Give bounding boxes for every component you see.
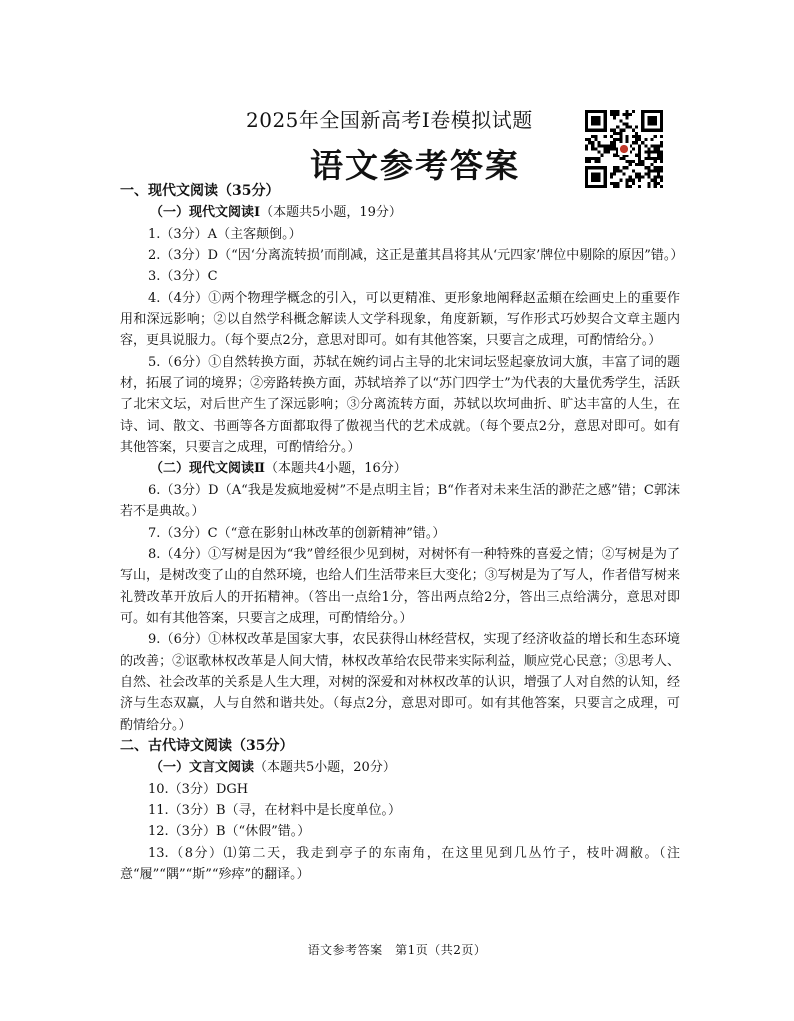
answer-item: 11.（3分）B（寻，在材料中是长度单位。） [148, 802, 401, 818]
answer-item: 2.（3分）D（“因‘分离流转损’而削减，这正是董其昌将其从‘元四家’牌位中剔除的原因”错。） [148, 248, 684, 264]
qr-logo-mark [620, 145, 628, 153]
subsection-note: （本题共5小题，20分） [254, 760, 396, 776]
answer-item: 13.（8分）⑴第二天，我走到亭子的东南角，在这里见到几丛竹子，枝叶凋敝。（注意“履”“隅”“斯”“殄瘁”的翻译。） [120, 845, 680, 882]
answer-item: 10.（3分）DGH [148, 781, 249, 797]
subsection-heading [120, 202, 680, 223]
answer-item: 7.（3分）C（“意在影射山林改革的创新精神”错。） [148, 525, 446, 541]
subsection-note: （本题共5小题，19分） [260, 205, 402, 221]
answer-item: 6.（3分）D（A“我是发疯地爱树”不是点明主旨；B“作者对未来生活的渺茫之感”错；C郭沫若不是典故。） [120, 482, 680, 520]
answer-content [120, 181, 684, 885]
subsection-name: （一）文言文阅读 [150, 760, 255, 776]
qr-code-icon [585, 110, 663, 188]
subsection-heading [120, 757, 680, 778]
answer-item: 1.（3分）A（主客颠倒。） [148, 226, 302, 242]
answer-item: 8.（4分）①写树是因为“我”曾经很少见到树，对树怀有一种特殊的喜爱之情；②写树是为了写山，是树改变了山的自然环境，也给人们生活带来巨大变化；③写树是为了写人，作者借写树来礼赞改革开放后人的开拓精神。（答出一点给1分，答出两点给2分，答出三点给满分，意思对即可。如有其他答案，只要言之成理，可酌情给分。） [120, 546, 680, 626]
answer-item: 5.（6分）①自然转换方面，苏轼在婉约词占主导的北宋词坛竖起豪放词大旗，丰富了词的题材，拓展了词的境界；②旁路转换方面，苏轼培养了以“苏门四学士”为代表的大量优秀学生，活跃了北宋文坛，对后世产生了深远影响；③分离流转方面，苏轼以坎坷曲折、旷达丰富的人生，在诗、词、散文、书画等各方面都取得了傲视当代的艺术成就。（每个要点2分，意思对即可。如有其他答案，只要言之成理，可酌情给分。） [120, 354, 680, 456]
subsection-note: （本题共4小题，16分） [264, 461, 407, 477]
page-footer: 语文参考答案 第1页（共2页） [307, 943, 487, 957]
answer-item: 3.（3分）C [148, 269, 218, 285]
answer-item: 4.（4分）①两个物理学概念的引入，可以更精准、更形象地阐释赵孟頫在绘画史上的重要作用和深远影响；②以自然学科概念解读人文学科现象，角度新颖，写作形式巧妙契合文章主题内容，更具说服力。（每个要点2分，意思对即可。如有其他答案，只要言之成理，可酌情给分。） [120, 290, 680, 349]
section-heading: 二、古代诗文阅读（35分） [120, 737, 294, 754]
subsection-name: （二）现代文阅读Ⅱ [150, 461, 265, 477]
section-heading: 一、现代文阅读（35分） [120, 183, 280, 199]
answer-item: 12.（3分）B（“休假”错。） [148, 824, 311, 840]
answer-item: 9.（6分）①林权改革是国家大事，农民获得山林经营权，实现了经济收益的增长和生态环境的改善；②讴歌林权改革是人间大情，林权改革给农民带来实际利益，顺应党心民意；③思考人、自然、社会改革的关系是人生大理，对树的深爱和对林权改革的认识，增强了人对自然的认知，经济与生态双赢，人与自然和谐共处。（每点2分，意思对即可。如有其他答案，只要言之成理，可酌情给分。） [120, 632, 680, 733]
answer-title: 语文参考答案 [310, 146, 520, 185]
subsection-heading [120, 458, 680, 479]
exam-title: 2025年全国新高考Ⅰ卷模拟试题 [246, 108, 533, 132]
subsection-name: （一）现代文阅读Ⅰ [150, 205, 261, 221]
